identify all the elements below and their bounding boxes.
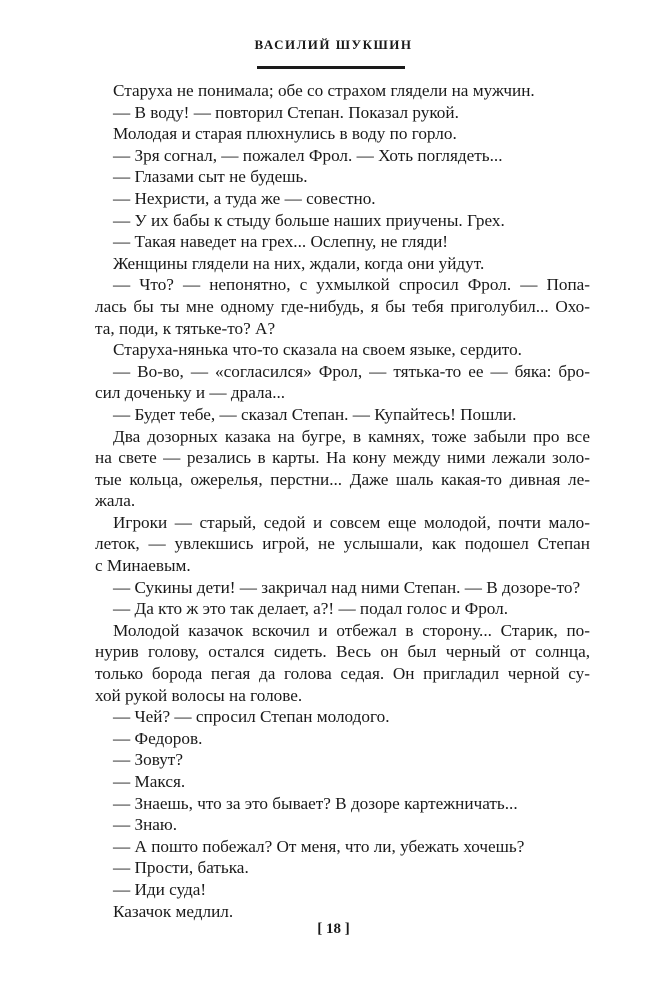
text-line: Казачок медлил. [113, 901, 234, 921]
text-line: сил доченьку и — драла... [95, 383, 286, 403]
text-line: хой рукой волосы на голове. [95, 685, 303, 705]
text-line: — Прости, батька. [113, 858, 249, 878]
text-line: Два дозорных казака на бугре, в камнях, тоже забыли про все [113, 426, 590, 446]
text-line: лась бы ты мне одному где-нибудь, я бы тебя приголубил... Охо- [95, 296, 590, 316]
text-line: — Зовут? [113, 750, 183, 770]
running-header: ВАСИЛИЙ ШУКШИН [254, 37, 413, 52]
page-body [95, 80, 590, 922]
text-line: Старуха не понимала; обе со страхом глядели на мужчин. [113, 81, 535, 100]
text-line: нурив голову, остался сидеть. Весь он был черный от солнца, [95, 642, 590, 662]
text-line: тые кольца, ожерелья, перстни... Даже шаль какая-то дивная ле- [95, 469, 590, 489]
text-line: — Да кто ж это так делает, а?! — подал голос и Фрол. [113, 599, 509, 619]
text-line: Игроки — старый, седой и совсем еще молодой, почти мало- [113, 512, 590, 532]
text-line: — Знаешь, что за это бывает? В дозоре картежничать... [113, 793, 518, 813]
text-line: Молодая и старая плюхнулись в воду по горло. [113, 124, 457, 144]
text-line: — Нехристи, а туда же — совестно. [113, 188, 376, 208]
text-line: — У их бабы к стыду больше наших приучены. Грех. [113, 210, 505, 230]
text-line: только борода пегая да голова седая. Он пригладил черной су- [95, 664, 590, 684]
text-line: — Федоров. [113, 728, 203, 748]
text-line: леток, — увлекшись игрой, не услышали, как подошел Степан [95, 534, 590, 554]
text-line: с Минаевым. [95, 556, 191, 576]
text-line: — В воду! — повторил Степан. Показал рукой. [113, 102, 459, 122]
text-line: на свете — резались в карты. На кону между ними лежали золо- [95, 448, 590, 468]
text-line: — Зря согнал, — пожалел Фрол. — Хоть поглядеть... [113, 145, 503, 165]
text-line: — Такая наведет на грех... Ослепну, не гляди! [113, 232, 449, 252]
text-line: — А пошто побежал? От меня, что ли, убежать хочешь? [113, 836, 525, 856]
text-line: Женщины глядели на них, ждали, когда они уйдут. [113, 253, 485, 273]
text-line: — Во-во, — «согласился» Фрол, — тятька-то ее — бяка: бро- [113, 361, 590, 381]
text-line: — Иди суда! [113, 879, 207, 899]
text-line: — Макся. [113, 772, 186, 791]
text-line: — Чей? — спросил Степан молодого. [113, 707, 390, 727]
page-number: [ 18 ] [317, 921, 350, 937]
header-rule [257, 66, 405, 69]
text-line: Старуха-нянька что-то сказала на своем языке, сердито. [113, 340, 522, 360]
text-line: — Будет тебе, — сказал Степан. — Купайтесь! Пошли. [113, 404, 517, 424]
text-line: — Что? — непонятно, с ухмылкой спросил Фрол. — Попа- [113, 275, 590, 295]
text-line: та, поди, к тятьке-то? А? [95, 318, 276, 338]
text-line: — Глазами сыт не будешь. [113, 167, 308, 187]
text-line: — Сукины дети! — закричал над ними Степан. — В дозоре-то? [113, 577, 581, 597]
text-line: жала. [95, 491, 136, 511]
text-line: Молодой казачок вскочил и отбежал в сторону... Старик, по- [113, 620, 590, 640]
text-line: — Знаю. [113, 815, 178, 835]
